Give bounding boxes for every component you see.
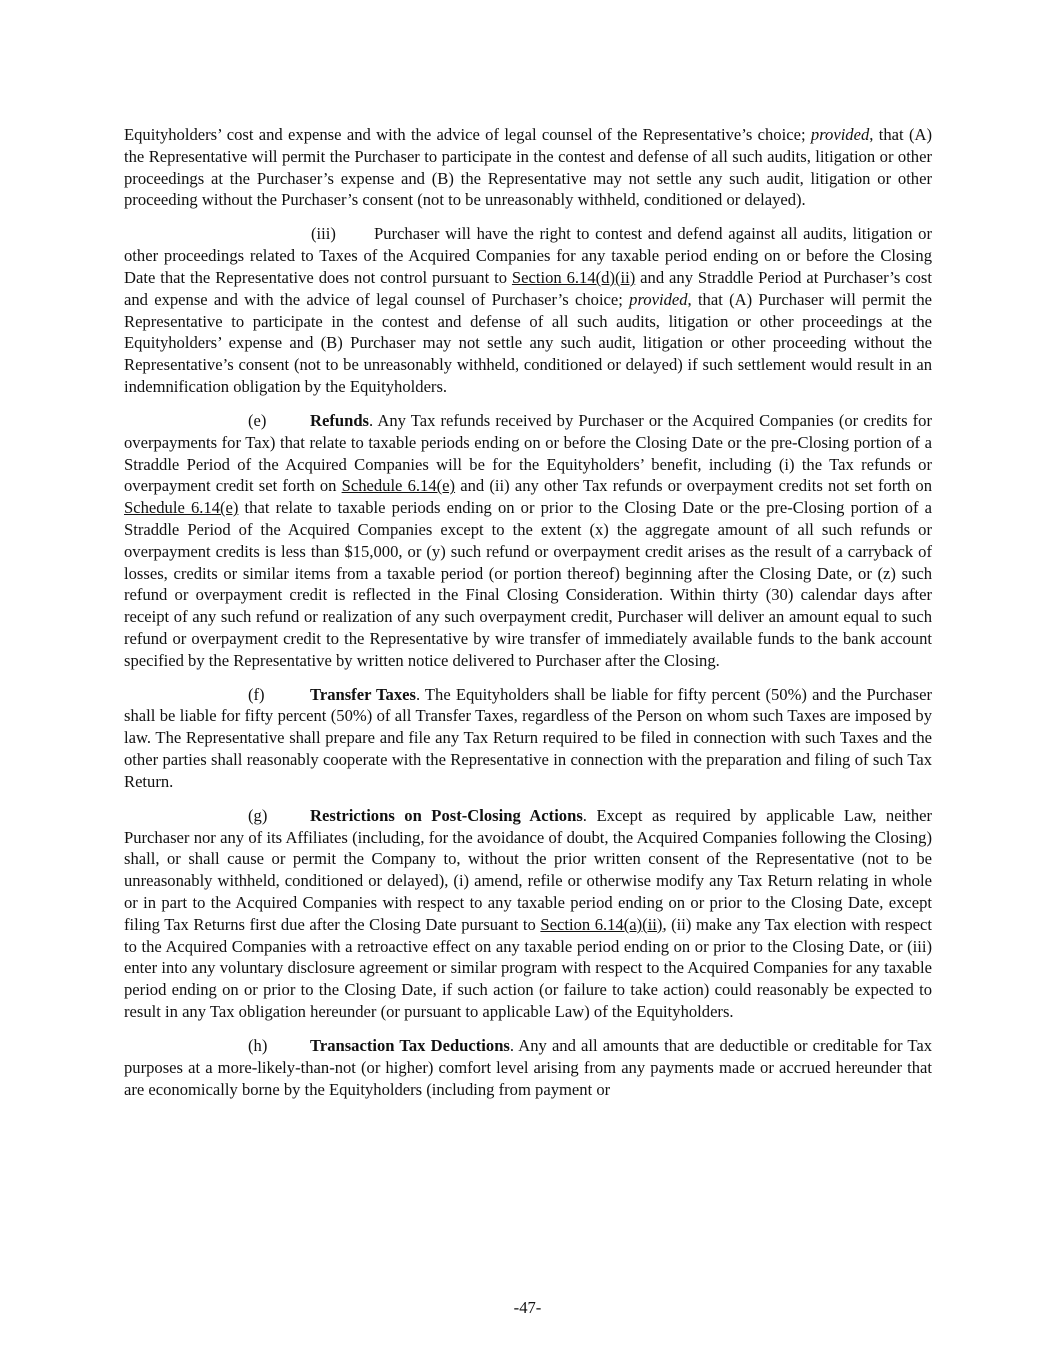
document-body	[124, 124, 932, 1113]
cross-reference-schedule-6-14-e: Schedule 6.14(e)	[124, 498, 239, 518]
cross-reference-section-6-14-d-ii: Section 6.14(d)(ii)	[511, 267, 636, 287]
clause-label-iii: (iii)	[311, 224, 336, 244]
paragraph-g-restrictions: (g) Restrictions on Post-Closing Actions. Except as required by applicable Law, neither Purchaser nor any of its Affiliates (including, for the avoidance of doubt, the Acquired Companies following the Closing) shall, or shall cause or permit the Company to, without the prior written consent of the Representative (not to be unreasonably withheld, conditioned or delayed), (i) amend, refile or otherwise modify any Tax Return relating in whole or in part to the Acquired Companies with respect to any taxable period ending on or prior to the Closing Date, except filing Tax Returns first due after the Closing Date pursuant to Section 6.14(a)(ii), (ii) make any Tax election with respect to the Acquired Companies with a retroactive effect on any taxable period ending on or prior to the Closing Date, or (iii) enter into any voluntary disclosure agreement or similar program with respect to the Acquired Companies for any taxable period ending on or prior to the Closing Date, if such action (or failure to take action) could reasonably be expected to result in any Tax obligation hereunder (or pursuant to applicable Law) of the Equityholders.	[124, 805, 933, 1022]
heading-restrictions-post-closing: Restrictions on Post-Closing Actions	[310, 805, 583, 825]
paragraph-e-refunds: (e) Refunds. Any Tax refunds received by Purchaser or the Acquired Companies (or credits for overpayments for Tax) that relate to taxable periods ending on or before the Closing Date or the pre-Closing portion of a Straddle Period of the Acquired Companies will be for the Equityholders’ benefit, including (i) the Tax refunds or overpayment credit set forth on Schedule 6.14(e) and (ii) any other Tax refunds or overpayment credits not set forth on Schedule 6.14(e) that relate to taxable periods ending on or prior to the Closing Date or the pre-Closing portion of a Straddle Period of the Acquired Companies except to the extent (x) the aggregate amount of all such refunds or overpayment credits is less than $15,000, or (y) such refund or overpayment credit arises as the result of a carryback of losses, credits or similar items from a taxable period (or portion thereof) beginning after the Closing Date, or (z) such refund or overpayment credit is reflected in the Final Closing Consideration. Within thirty (30) calendar days after receipt of any such refund or realization of any such overpayment credit, Purchaser will deliver an amount equal to such refund or overpayment credit to the Representative by wire transfer of immediately available funds to the bank account specified by the Representative by written notice delivered to Purchaser after the Closing.	[124, 410, 932, 670]
provided-italic: provided	[810, 125, 870, 144]
page-number: -47-	[513, 1298, 542, 1317]
heading-transaction-tax-deductions: Transaction Tax Deductions	[310, 1036, 510, 1056]
heading-transfer-taxes: Transfer Taxes	[310, 684, 416, 704]
paragraph-f-transfer-taxes: (f) Transfer Taxes. The Equityholders shall be liable for fifty percent (50%) and the Purchaser shall be liable for fifty percent (50%) of all Transfer Taxes, regardless of the Person on whom such Taxes are imposed by law. The Representative shall prepare and file any Tax Return required to be filed in connection with such Taxes and the other parties shall reasonably cooperate with the Representative in connection with the preparation and filing of such Tax Return.	[124, 684, 932, 791]
heading-refunds: Refunds	[310, 410, 370, 430]
clause-label-e: (e)	[248, 410, 267, 430]
paragraph-iii: (iii) Purchaser will have the right to contest and defend against all audits, litigation or other proceedings related to Taxes of the Acquired Companies for any taxable period ending on or before the Closing Date that the Representative does not control pursuant to Section 6.14(d)(ii) and any Straddle Period at Purchaser’s cost and expense and with the advice of legal counsel of Purchaser’s choice; provided, that (A) Purchaser will permit the Representative to participate in the contest and defense of all such audits, litigation or other proceedings at the Equityholders’ expense and (B) Purchaser may not settle any such audit, litigation or other proceeding without the Representative’s consent (not to be unreasonably withheld, conditioned or delayed) if such settlement would result in an indemnification obligation by the Equityholders.	[124, 224, 932, 396]
clause-label-h: (h)	[248, 1036, 268, 1056]
provided-italic: provided	[629, 289, 688, 309]
cross-reference-schedule-6-14-e: Schedule 6.14(e)	[341, 476, 456, 496]
paragraph-h-transaction-tax-deductions: (h) Transaction Tax Deductions. Any and all amounts that are deductible or creditable for Tax purposes at a more-likely-than-not (or higher) comfort level arising from any payments made or accrued hereunder that are economically borne by the Equityholders (including from payment or	[124, 1036, 932, 1099]
clause-label-f: (f)	[248, 684, 265, 704]
clause-label-g: (g)	[248, 805, 268, 825]
cross-reference-section-6-14-a-ii: Section 6.14(a)(ii)	[540, 914, 663, 934]
paragraph-continuation: Equityholders’ cost and expense and with the advice of legal counsel of the Representative’s choice; provided, that (A) the Representative will permit the Purchaser to participate in the contest and defense of all such audits, litigation or other proceedings at the Purchaser’s expense and (B) the Representative may not settle any such audit, litigation or other proceeding without the Purchaser’s consent (not to be unreasonably withheld, conditioned or delayed).	[124, 125, 932, 210]
